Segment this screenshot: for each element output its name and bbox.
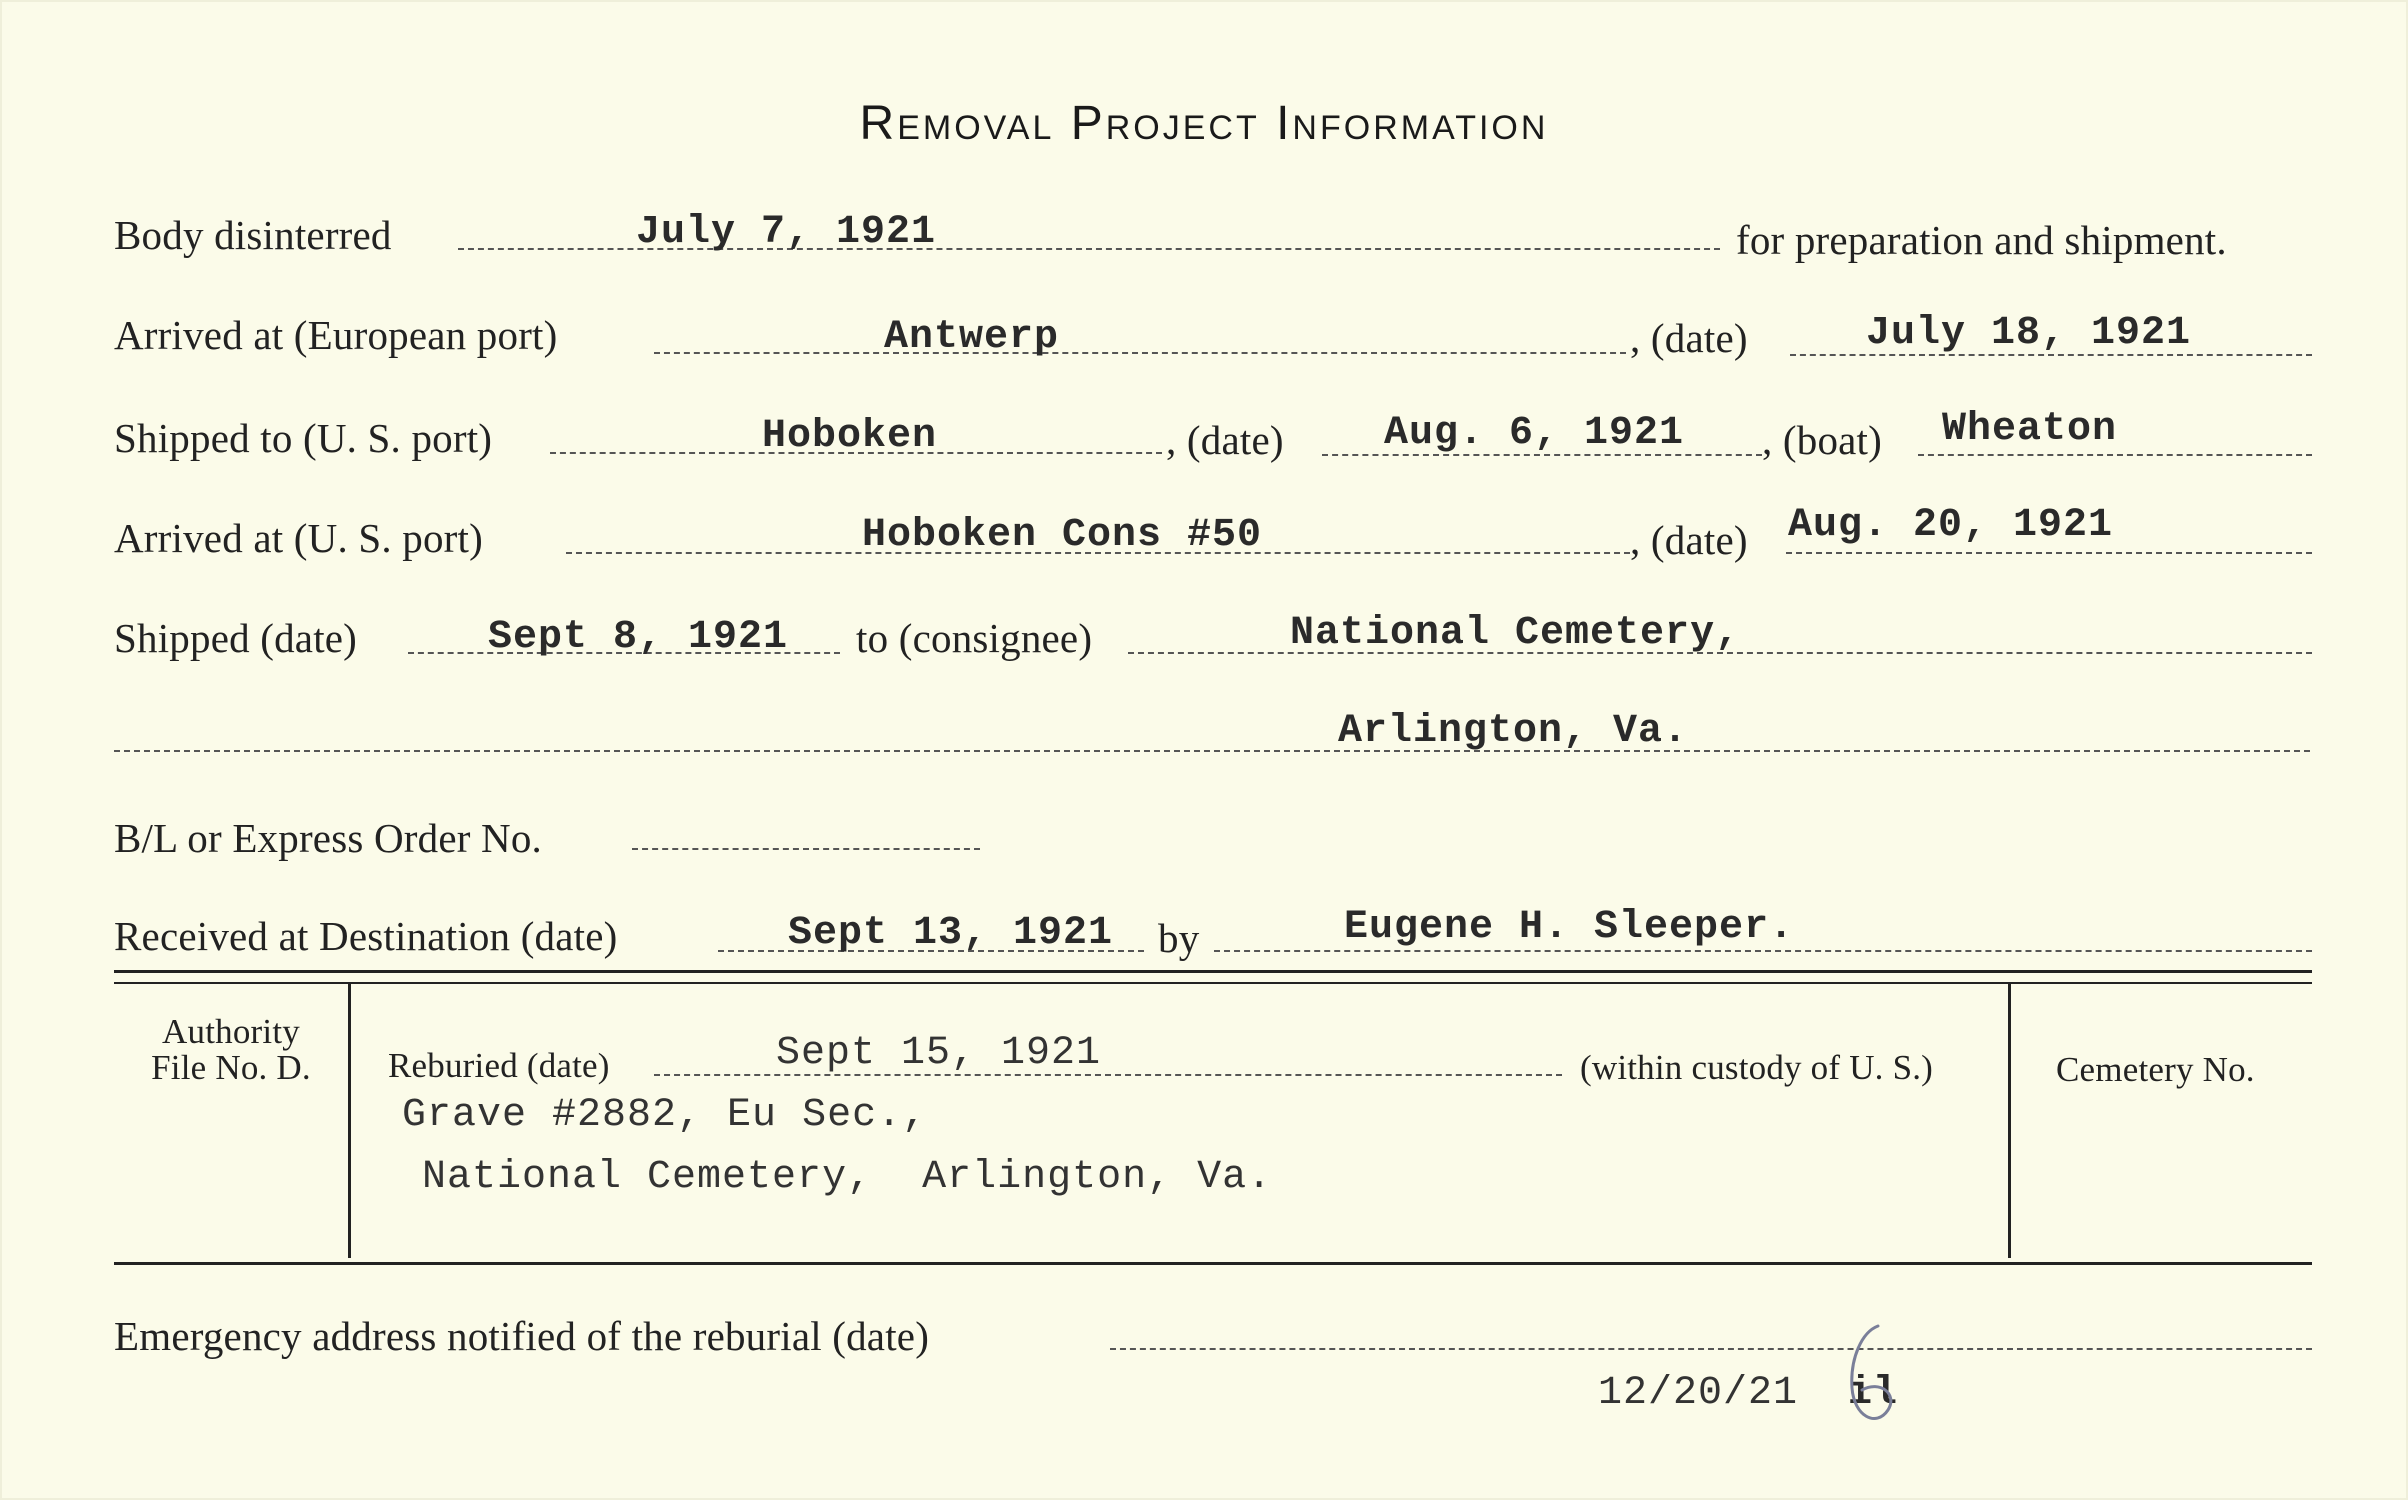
boat-label: , (boat) — [1762, 417, 1882, 463]
consignee-label: to (consignee) — [856, 615, 1093, 661]
cemetery-no-label: Cemetery No. — [2056, 1050, 2255, 1089]
received-by-line — [1214, 950, 2312, 952]
received-label: Received at Destination (date) — [114, 913, 618, 959]
arrived-us-port: Hoboken Cons #50 — [862, 513, 1263, 558]
arrived-us-date-line — [1786, 552, 2312, 554]
arrived-us-date: Aug. 20, 1921 — [1788, 503, 2114, 548]
arrived-eu-date-label: , (date) — [1630, 315, 1748, 361]
file-no-label: File No. D. — [151, 1048, 311, 1087]
consignee-line-2 — [114, 750, 2310, 752]
arrived-us-label: Arrived at (U. S. port) — [114, 515, 483, 561]
emergency-line — [1110, 1348, 2312, 1350]
shipped-us-date: Aug. 6, 1921 — [1384, 411, 1685, 456]
box-top-rule-2 — [114, 982, 2312, 984]
emergency-date: 12/20/21 — [1598, 1371, 1799, 1416]
consignee-name: National Cemetery, — [1290, 611, 1741, 656]
disinterred-suffix: for preparation and shipment. — [1736, 217, 2227, 263]
received-date: Sept 13, 1921 — [788, 911, 1114, 956]
box-divider-left — [348, 984, 351, 1258]
received-by: Eugene H. Sleeper. — [1344, 905, 1795, 950]
clerk-initials: il — [1848, 1371, 1899, 1416]
bl-line — [632, 848, 980, 850]
arrived-us-date-label: , (date) — [1630, 517, 1748, 563]
arrived-eu-line — [654, 352, 1626, 354]
shipped-label: Shipped (date) — [114, 615, 358, 661]
arrived-eu-port: Antwerp — [884, 315, 1060, 360]
shipped-us-label: Shipped to (U. S. port) — [114, 415, 493, 461]
arrived-eu-label: Arrived at (European port) — [114, 312, 558, 358]
arrived-eu-date: July 18, 1921 — [1866, 311, 2192, 356]
grave-number: Grave #2882, Eu Sec., — [402, 1093, 928, 1138]
custody-label: (within custody of U. S.) — [1580, 1048, 1934, 1087]
disinterred-date: July 7, 1921 — [636, 210, 937, 255]
boat-line — [1918, 454, 2312, 456]
shipped-us-port: Hoboken — [762, 414, 938, 459]
emergency-label: Emergency address notified of the reburial (date) — [114, 1313, 930, 1359]
bl-label: B/L or Express Order No. — [114, 815, 542, 861]
box-bottom-rule — [114, 1262, 2312, 1265]
consignee-location: Arlington, Va. — [1338, 709, 1689, 754]
boat-name: Wheaton — [1942, 407, 2118, 452]
disinterred-label: Body disinterred — [114, 212, 392, 258]
received-by-label: by — [1158, 915, 1200, 961]
reburied-date: Sept 15, 1921 — [776, 1031, 1102, 1076]
reburied-label: Reburied (date) — [388, 1046, 610, 1085]
shipped-date: Sept 8, 1921 — [488, 615, 789, 660]
grave-location: National Cemetery, Arlington, Va. — [422, 1155, 1273, 1200]
box-divider-right — [2008, 984, 2011, 1258]
shipped-us-date-label: , (date) — [1166, 417, 1284, 463]
box-top-rule — [114, 970, 2312, 973]
authority-label: Authority — [162, 1012, 300, 1051]
card-title: Removal Project Information — [859, 97, 1549, 150]
handwritten-mark-icon — [1832, 1318, 1902, 1438]
